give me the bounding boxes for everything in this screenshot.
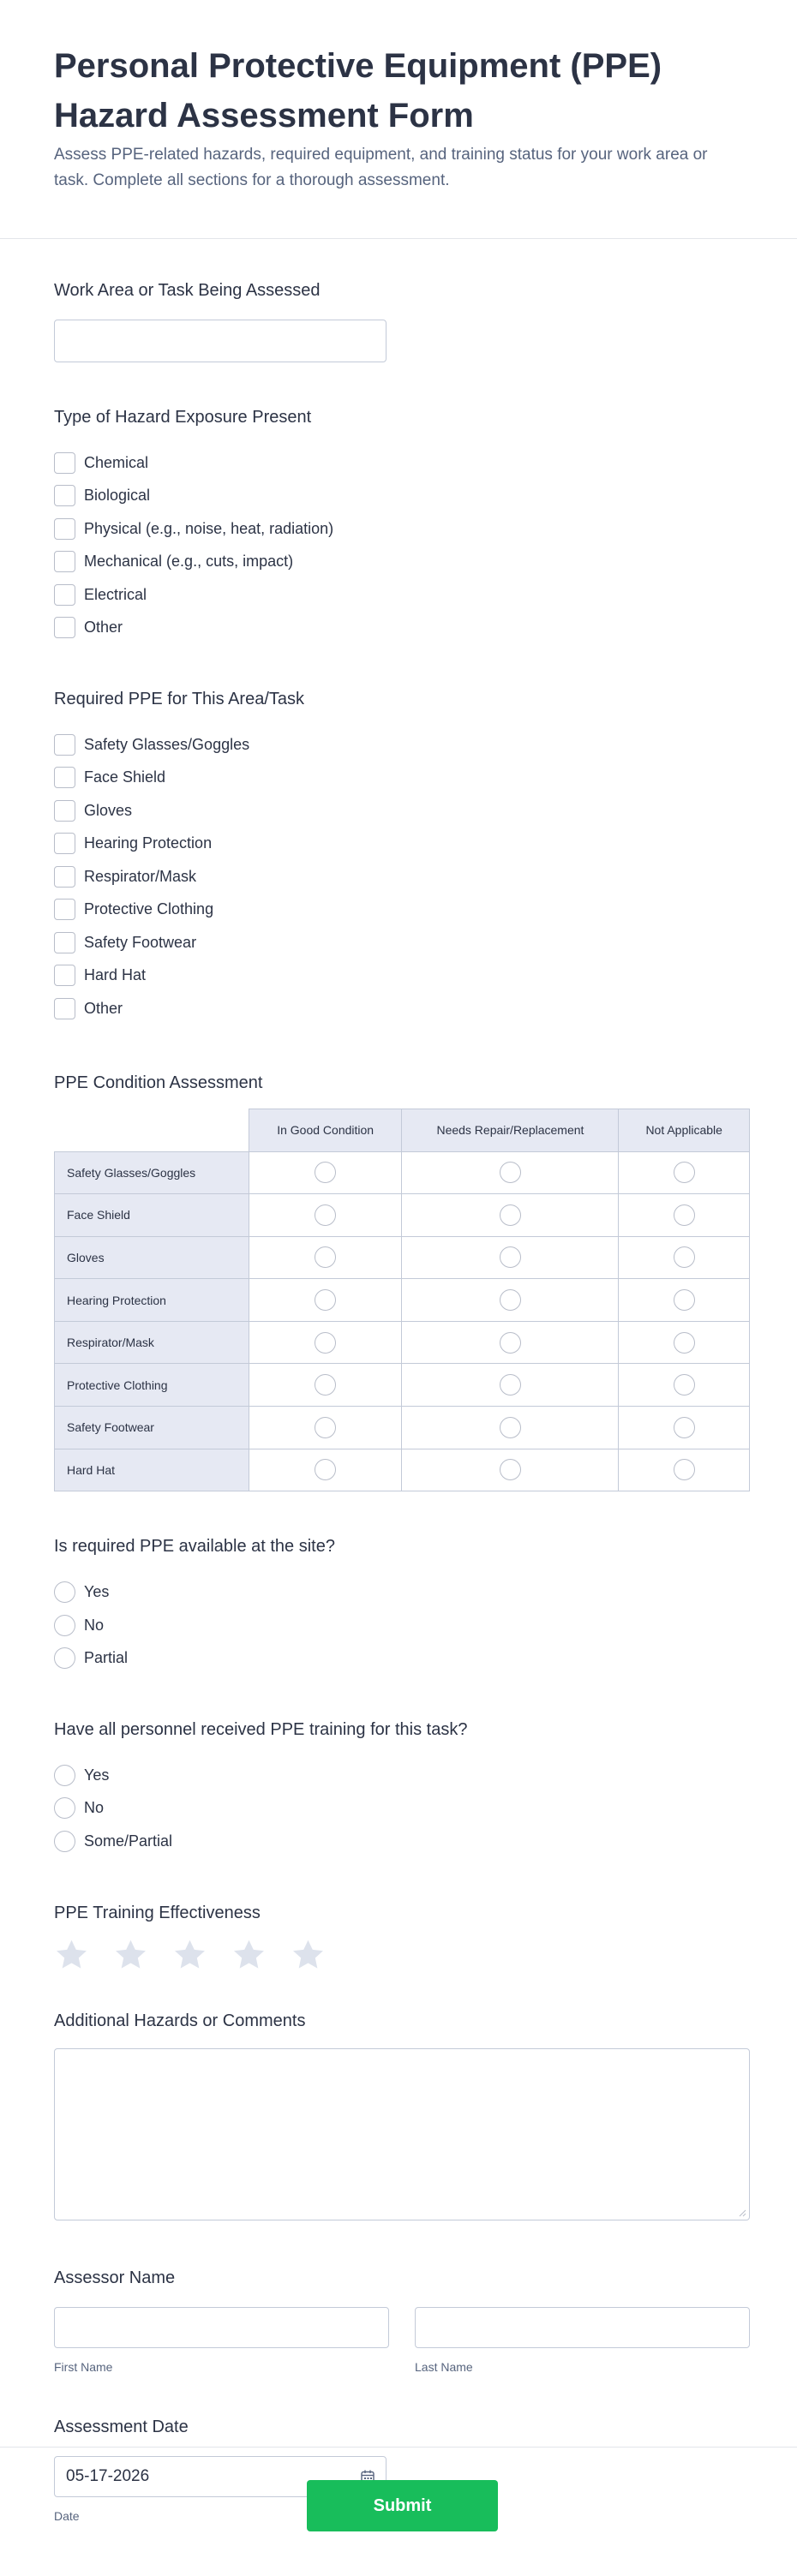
- matrix-row-label: Safety Glasses/Goggles: [55, 1151, 249, 1194]
- matrix-radio-button[interactable]: [674, 1459, 695, 1480]
- required-ppe-option-label: Respirator/Mask: [84, 867, 197, 885]
- form-footer: [0, 2447, 797, 2576]
- date-value: 05-17-2026: [66, 2467, 150, 2486]
- work-area-input[interactable]: [54, 320, 387, 362]
- ppe-training-option[interactable]: [54, 1791, 741, 1825]
- required-ppe-option-label: Gloves: [84, 801, 133, 819]
- form-title: Personal Protective Equipment (PPE) Hazard Assessment Form: [54, 47, 662, 134]
- work-area-question: [54, 280, 741, 362]
- matrix-cell: [619, 1236, 750, 1279]
- matrix-radio-button[interactable]: [674, 1289, 695, 1311]
- required-ppe-option[interactable]: [54, 828, 741, 861]
- last-name-group: [415, 2307, 750, 2374]
- required-ppe-option[interactable]: [54, 959, 741, 993]
- required-ppe-option[interactable]: [54, 860, 741, 894]
- hazard-type-option-label: Mechanical (e.g., cuts, impact): [84, 553, 294, 571]
- matrix-corner: [55, 1109, 249, 1151]
- matrix-cell: [402, 1449, 619, 1491]
- comments-label: Additional Hazards or Comments: [54, 2011, 306, 2031]
- hazard-types-label: Type of Hazard Exposure Present: [54, 408, 312, 427]
- matrix-radio-button[interactable]: [315, 1162, 336, 1183]
- ppe-available-option-label: Yes: [84, 1583, 110, 1600]
- matrix-cell: [249, 1321, 402, 1364]
- checkbox[interactable]: [54, 932, 75, 953]
- required-ppe-option[interactable]: [54, 894, 741, 927]
- ppe-available-option[interactable]: [54, 1641, 741, 1675]
- assessor-name-label: Assessor Name: [54, 2268, 176, 2288]
- matrix-row: [55, 1407, 750, 1449]
- hazard-type-option-label: Electrical: [84, 585, 147, 603]
- matrix-cell: [249, 1364, 402, 1407]
- radio-button[interactable]: [54, 1765, 75, 1786]
- ppe-training-option[interactable]: [54, 1825, 741, 1858]
- radio-button[interactable]: [54, 1831, 75, 1852]
- matrix-cell: [249, 1236, 402, 1279]
- resize-grip-icon[interactable]: [738, 2208, 746, 2217]
- matrix-cell: [619, 1449, 750, 1491]
- hazard-type-option[interactable]: [54, 546, 741, 579]
- required-ppe-label: Required PPE for This Area/Task: [54, 690, 304, 708]
- matrix-row: [55, 1194, 750, 1237]
- matrix-column-header: In Good Condition: [249, 1109, 402, 1151]
- condition-matrix-label: PPE Condition Assessment: [54, 1073, 263, 1092]
- assessor-name-question: [54, 2268, 741, 2374]
- form-content: [0, 239, 797, 2523]
- matrix-radio-button[interactable]: [315, 1374, 336, 1396]
- comments-question: [54, 2011, 741, 2220]
- matrix-row-label: Safety Footwear: [55, 1407, 249, 1449]
- matrix-radio-button[interactable]: [674, 1332, 695, 1354]
- ppe-training-option-label: No: [84, 1799, 105, 1816]
- matrix-radio-button[interactable]: [500, 1332, 521, 1354]
- matrix-cell: [619, 1364, 750, 1407]
- matrix-row: [55, 1364, 750, 1407]
- ppe-training-option[interactable]: [54, 1759, 741, 1792]
- matrix-row-label: Protective Clothing: [55, 1364, 249, 1407]
- matrix-cell: [619, 1279, 750, 1322]
- matrix-row-label: Gloves: [55, 1236, 249, 1279]
- checkbox[interactable]: [54, 833, 75, 854]
- star-icon[interactable]: [172, 1939, 207, 1972]
- matrix-row-label: Hearing Protection: [55, 1279, 249, 1322]
- ppe-available-question: [54, 1536, 741, 1675]
- hazard-type-option-label: Chemical: [84, 453, 149, 471]
- ppe-training-options: [54, 1759, 741, 1858]
- required-ppe-options: [54, 728, 741, 1025]
- matrix-cell: [249, 1279, 402, 1322]
- matrix-row-label: Face Shield: [55, 1194, 249, 1237]
- submit-button[interactable]: Submit: [307, 2480, 498, 2531]
- matrix-radio-button[interactable]: [500, 1162, 521, 1183]
- required-ppe-option-label: Protective Clothing: [84, 900, 214, 918]
- matrix-cell: [402, 1151, 619, 1194]
- ppe-training-option-label: Yes: [84, 1766, 110, 1784]
- required-ppe-option-label: Other: [84, 999, 123, 1017]
- matrix-body: [55, 1151, 750, 1491]
- hazard-type-option[interactable]: [54, 446, 741, 480]
- ppe-available-option[interactable]: [54, 1609, 741, 1642]
- matrix-cell: [619, 1194, 750, 1237]
- matrix-radio-button[interactable]: [315, 1459, 336, 1480]
- matrix-cell: [249, 1407, 402, 1449]
- last-name-input[interactable]: [415, 2307, 750, 2348]
- condition-matrix-question: [54, 1073, 741, 1492]
- matrix-row: [55, 1279, 750, 1322]
- required-ppe-option[interactable]: [54, 794, 741, 828]
- checkbox[interactable]: [54, 584, 75, 606]
- matrix-cell: [402, 1236, 619, 1279]
- radio-button[interactable]: [54, 1615, 75, 1636]
- assessment-date-label: Assessment Date: [54, 2418, 189, 2437]
- matrix-row-label: Respirator/Mask: [55, 1321, 249, 1364]
- comments-textarea[interactable]: [54, 2048, 750, 2220]
- form-header: [0, 0, 797, 239]
- required-ppe-option-label: Hard Hat: [84, 966, 147, 984]
- matrix-radio-button[interactable]: [674, 1374, 695, 1396]
- matrix-radio-button[interactable]: [500, 1459, 521, 1480]
- required-ppe-option-label: Hearing Protection: [84, 834, 213, 852]
- condition-matrix: [54, 1109, 750, 1492]
- required-ppe-option[interactable]: [54, 992, 741, 1025]
- matrix-radio-button[interactable]: [500, 1417, 521, 1438]
- hazard-type-option-label: Physical (e.g., noise, heat, radiation): [84, 519, 334, 537]
- matrix-row: [55, 1321, 750, 1364]
- matrix-cell: [249, 1194, 402, 1237]
- star-icon[interactable]: [54, 1939, 89, 1972]
- ppe-available-label: Is required PPE available at the site?: [54, 1537, 335, 1557]
- matrix-cell: [402, 1407, 619, 1449]
- required-ppe-option-label: Face Shield: [84, 768, 166, 786]
- matrix-cell: [249, 1151, 402, 1194]
- checkbox[interactable]: [54, 485, 75, 506]
- required-ppe-option-label: Safety Glasses/Goggles: [84, 735, 250, 753]
- checkbox[interactable]: [54, 866, 75, 888]
- matrix-cell: [619, 1321, 750, 1364]
- first-name-sublabel: First Name: [54, 2360, 113, 2375]
- matrix-cell: [619, 1407, 750, 1449]
- required-ppe-option[interactable]: [54, 728, 741, 762]
- checkbox[interactable]: [54, 551, 75, 572]
- ppe-available-option[interactable]: [54, 1575, 741, 1609]
- hazard-type-option[interactable]: [54, 578, 741, 612]
- checkbox[interactable]: [54, 965, 75, 986]
- first-name-input[interactable]: [54, 2307, 389, 2348]
- ppe-available-option-label: No: [84, 1616, 105, 1634]
- radio-button[interactable]: [54, 1581, 75, 1603]
- hazard-type-option[interactable]: [54, 612, 741, 645]
- matrix-radio-button[interactable]: [500, 1374, 521, 1396]
- first-name-group: [54, 2307, 389, 2374]
- ppe-training-question: [54, 1719, 741, 1858]
- radio-button[interactable]: [54, 1647, 75, 1669]
- hazard-type-option-label: Biological: [84, 487, 151, 505]
- matrix-cell: [402, 1364, 619, 1407]
- checkbox[interactable]: [54, 800, 75, 822]
- matrix-radio-button[interactable]: [674, 1246, 695, 1268]
- matrix-header-row: [55, 1109, 750, 1151]
- work-area-label: Work Area or Task Being Assessed: [54, 281, 321, 300]
- hazard-type-option[interactable]: [54, 480, 741, 513]
- date-sublabel: Date: [54, 2509, 80, 2524]
- matrix-cell: [402, 1321, 619, 1364]
- hazard-type-option[interactable]: [54, 512, 741, 546]
- ppe-training-option-label: Some/Partial: [84, 1832, 173, 1850]
- checkbox[interactable]: [54, 899, 75, 920]
- matrix-row: [55, 1449, 750, 1491]
- last-name-sublabel: Last Name: [415, 2360, 473, 2375]
- matrix-column-header: Not Applicable: [619, 1109, 750, 1151]
- required-ppe-option[interactable]: [54, 762, 741, 795]
- matrix-column-header: Needs Repair/Replacement: [402, 1109, 619, 1151]
- name-fields: [54, 2307, 741, 2374]
- matrix-radio-button[interactable]: [500, 1204, 521, 1226]
- matrix-row-label: Hard Hat: [55, 1449, 249, 1491]
- required-ppe-question: [54, 689, 741, 1025]
- ppe-available-option-label: Partial: [84, 1649, 129, 1666]
- matrix-radio-button[interactable]: [500, 1246, 521, 1268]
- matrix-radio-button[interactable]: [315, 1289, 336, 1311]
- star-rating: [54, 1939, 741, 1972]
- matrix-row: [55, 1236, 750, 1279]
- star-icon[interactable]: [291, 1939, 326, 1972]
- radio-button[interactable]: [54, 1797, 75, 1819]
- matrix-radio-button[interactable]: [500, 1289, 521, 1311]
- training-effectiveness-question: [54, 1903, 741, 1972]
- checkbox[interactable]: [54, 998, 75, 1019]
- matrix-radio-button[interactable]: [315, 1204, 336, 1226]
- star-icon[interactable]: [113, 1939, 148, 1972]
- matrix-radio-button[interactable]: [674, 1204, 695, 1226]
- training-effectiveness-label: PPE Training Effectiveness: [54, 1904, 261, 1923]
- required-ppe-option-label: Safety Footwear: [84, 933, 197, 951]
- ppe-available-options: [54, 1575, 741, 1675]
- checkbox[interactable]: [54, 734, 75, 756]
- matrix-row: [55, 1151, 750, 1194]
- matrix-cell: [249, 1449, 402, 1491]
- matrix-radio-button[interactable]: [674, 1417, 695, 1438]
- checkbox[interactable]: [54, 518, 75, 540]
- matrix-radio-button[interactable]: [315, 1246, 336, 1268]
- matrix-cell: [402, 1279, 619, 1322]
- matrix-radio-button[interactable]: [315, 1332, 336, 1354]
- form-subtitle: Assess PPE-related hazards, required equipment, and training status for your work area or task. Complete all sections for a thorough assessment.: [54, 146, 708, 189]
- checkbox[interactable]: [54, 767, 75, 788]
- required-ppe-option[interactable]: [54, 926, 741, 959]
- checkbox[interactable]: [54, 617, 75, 638]
- matrix-cell: [619, 1151, 750, 1194]
- star-icon[interactable]: [231, 1939, 267, 1972]
- matrix-radio-button[interactable]: [315, 1417, 336, 1438]
- matrix-radio-button[interactable]: [674, 1162, 695, 1183]
- hazard-type-option-label: Other: [84, 619, 123, 637]
- ppe-training-label: Have all personnel received PPE training for this task?: [54, 1719, 468, 1739]
- hazard-types-question: [54, 407, 741, 644]
- hazard-types-options: [54, 446, 741, 644]
- matrix-cell: [402, 1194, 619, 1237]
- checkbox[interactable]: [54, 452, 75, 474]
